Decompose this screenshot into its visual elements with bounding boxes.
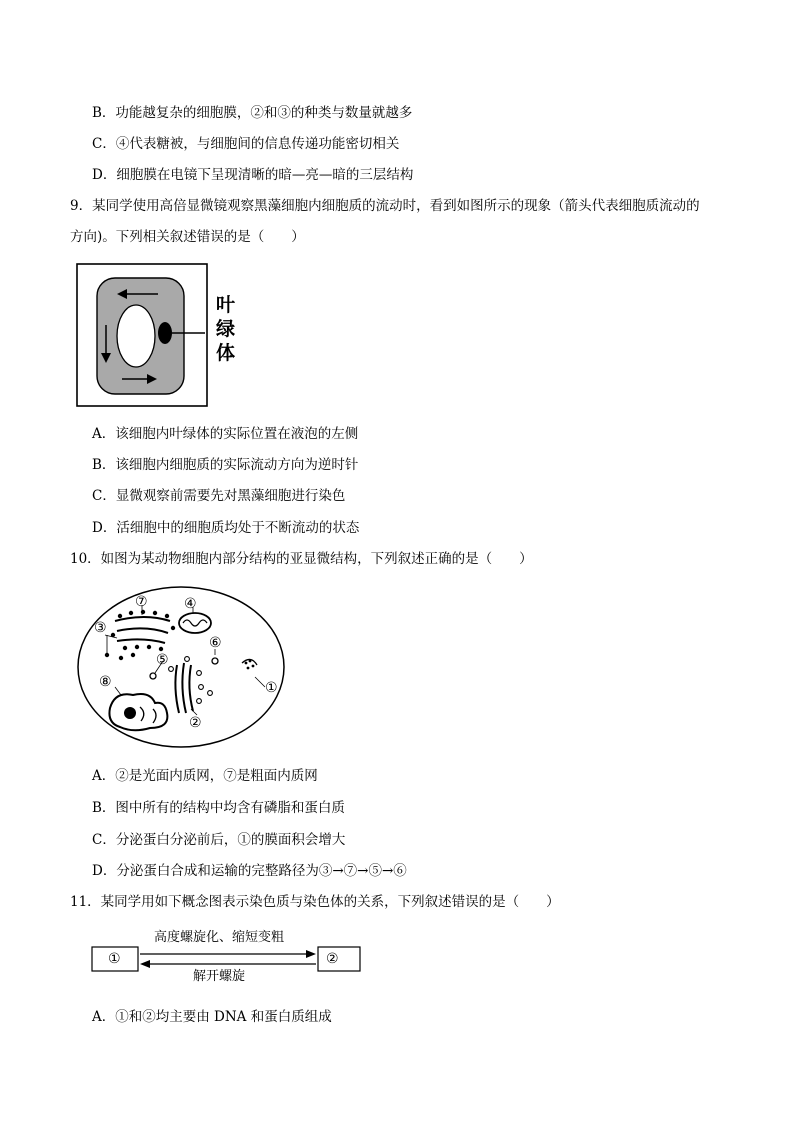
q11-stem: 11．某同学用如下概念图表示染色质与染色体的关系，下列叙述错误的是（ ） [70,894,560,910]
q10-marker-2: ② [189,715,202,731]
q10-marker-8: ⑧ [99,674,112,690]
q11-option-a: A．①和②均主要由 DNA 和蛋白质组成 [92,1009,332,1025]
q9-figure-label-1: 叶 [216,294,236,316]
q9-stem-line1: 9．某同学使用高倍显微镜观察黑藻细胞内细胞质的流动时，看到如图所示的现象（箭头代表细胞质流动的 [70,198,700,214]
q9-option-b: B．该细胞内细胞质的实际流动方向为逆时针 [92,457,359,473]
q9-option-c: C．显微观察前需要先对黑藻细胞进行染色 [92,488,346,504]
q10-option-a: A．②是光面内质网，⑦是粗面内质网 [92,768,318,784]
q10-marker-6: ⑥ [209,635,222,651]
q9-figure-label-2: 绿 [216,318,236,340]
q9-figure-label-3: 体 [216,342,236,364]
q10-option-d: D．分泌蛋白合成和运输的完整路径为③→⑦→⑤→⑥ [92,863,407,879]
q10-option-c: C．分泌蛋白分泌前后，①的膜面积会增大 [92,832,346,848]
q11-arrow-bottom-label: 解开螺旋 [193,969,246,984]
q10-marker-4: ④ [184,596,197,612]
q8-option-d: D．细胞膜在电镜下呈现清晰的暗—亮—暗的三层结构 [92,167,414,183]
q10-stem: 10．如图为某动物细胞内部分结构的亚显微结构，下列叙述正确的是（ ） [70,551,533,567]
q10-marker-5: ⑤ [156,652,169,668]
q11-arrow-top-label: 高度螺旋化、缩短变粗 [154,930,285,945]
q9-option-a: A．该细胞内叶绿体的实际位置在液泡的左侧 [92,426,359,442]
q10-marker-7: ⑦ [135,594,148,610]
q11-box-right: ② [326,951,339,967]
q10-marker-1: ① [265,680,278,696]
q8-option-b: B．功能越复杂的细胞膜，②和③的种类与数量就越多 [92,105,413,121]
q9-option-d: D．活细胞中的细胞质均处于不断流动的状态 [92,520,360,536]
q9-stem-line2: 方向)。下列相关叙述错误的是（ ） [70,229,305,245]
q11-box-left: ① [108,951,121,967]
q10-marker-3: ③ [94,620,107,636]
q8-option-c: C．④代表糖被，与细胞间的信息传递功能密切相关 [92,136,400,152]
q10-option-b: B．图中所有的结构中均含有磷脂和蛋白质 [92,800,345,816]
